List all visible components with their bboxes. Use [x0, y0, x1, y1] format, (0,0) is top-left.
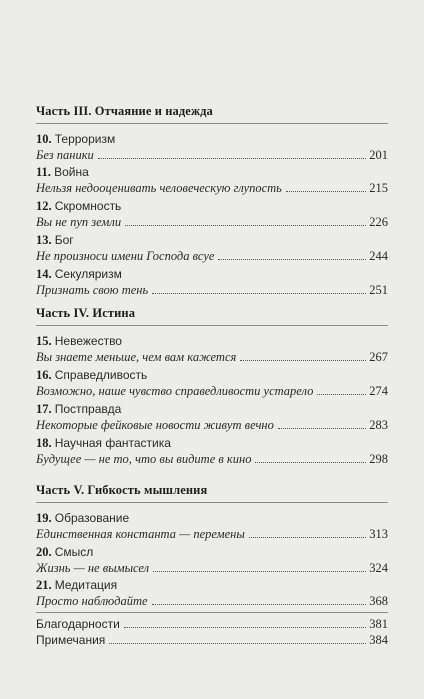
chapter-number: 16.: [36, 368, 52, 382]
chapter-number: 19.: [36, 511, 52, 525]
page-number: 274: [369, 384, 388, 398]
dot-leader: [124, 627, 366, 628]
chapter-title: Медитация: [54, 578, 118, 592]
chapter-title: Война: [54, 165, 89, 179]
dot-leader: [286, 191, 366, 192]
chapter-subtitle: Вы знаете меньше, чем вам кажется: [36, 350, 237, 364]
toc-entry[interactable]: [36, 131, 388, 163]
chapter-title: Невежество: [54, 334, 122, 348]
part-divider: [36, 325, 388, 326]
dot-leader: [240, 360, 366, 361]
toc-entry[interactable]: [36, 510, 388, 542]
page-number: 201: [369, 148, 388, 162]
chapter-title: Научная фантастика: [54, 436, 171, 450]
dot-leader: [278, 428, 366, 429]
toc-entry-notes[interactable]: [36, 633, 388, 648]
chapter-number: 10.: [36, 132, 52, 146]
part-heading: Часть V. Гибкость мышления: [36, 483, 208, 497]
back-matter-divider: [36, 612, 388, 613]
back-matter-title: Примечания: [36, 633, 106, 647]
dot-leader: [152, 293, 366, 294]
dot-leader: [249, 537, 366, 538]
part-heading: Часть III. Отчаяние и надежда: [36, 104, 213, 118]
dot-leader: [255, 462, 366, 463]
page-number: 251: [369, 283, 388, 297]
chapter-title: Секуляризм: [54, 267, 122, 281]
toc-entry[interactable]: [36, 198, 388, 230]
chapter-title: Образование: [54, 511, 130, 525]
page-number: 244: [369, 249, 388, 263]
page-number: 324: [369, 561, 388, 575]
chapter-subtitle: Не произноси имени Господа всуе: [36, 249, 215, 263]
chapter-subtitle: Просто наблюдайте: [36, 594, 148, 608]
chapter-number: 17.: [36, 402, 52, 416]
dot-leader: [125, 225, 366, 226]
toc-entry[interactable]: [36, 401, 388, 433]
toc-entry[interactable]: [36, 164, 388, 196]
page-number: 381: [369, 617, 388, 631]
toc-entry[interactable]: [36, 435, 388, 467]
chapter-number: 20.: [36, 545, 52, 559]
chapter-subtitle: Некоторые фейковые новости живут вечно: [36, 418, 274, 432]
chapter-title: Скромность: [54, 199, 122, 213]
page-number: 226: [369, 215, 388, 229]
toc-entry[interactable]: [36, 266, 388, 298]
part-divider: [36, 123, 388, 124]
page-number: 298: [369, 452, 388, 466]
dot-leader: [98, 158, 366, 159]
chapter-title: Терроризм: [54, 132, 116, 146]
part-heading: Часть IV. Истина: [36, 306, 136, 320]
back-matter-title: Благодарности: [36, 617, 120, 631]
page-number: 283: [369, 418, 388, 432]
toc-entry[interactable]: [36, 232, 388, 264]
dot-leader: [152, 604, 367, 605]
dot-leader: [218, 259, 366, 260]
chapter-title: Смысл: [54, 545, 94, 559]
page-number: 368: [369, 594, 388, 608]
part-divider: [36, 502, 388, 503]
chapter-subtitle: Вы не пуп земли: [36, 215, 122, 229]
chapter-number: 12.: [36, 199, 52, 213]
chapter-subtitle: Жизнь — не вымысел: [36, 561, 150, 575]
toc-entry-acknowledgements[interactable]: [36, 617, 388, 632]
page-number: 384: [369, 633, 388, 647]
toc-entry[interactable]: [36, 544, 388, 576]
chapter-subtitle: Признать свою тень: [36, 283, 149, 297]
chapter-number: 21.: [36, 578, 52, 592]
dot-leader: [317, 394, 366, 395]
chapter-number: 14.: [36, 267, 52, 281]
chapter-title: Справедливость: [54, 368, 148, 382]
toc-entry[interactable]: [36, 367, 388, 399]
dot-leader: [109, 643, 366, 644]
chapter-subtitle: Без паники: [36, 148, 94, 162]
chapter-title: Бог: [54, 233, 74, 247]
page-number: 313: [369, 527, 388, 541]
chapter-subtitle: Нельзя недооценивать человеческую глупость: [36, 181, 282, 195]
page-number: 267: [369, 350, 388, 364]
chapter-number: 15.: [36, 334, 52, 348]
chapter-title: Постправда: [54, 402, 122, 416]
toc-entry[interactable]: [36, 333, 388, 365]
toc-entry[interactable]: [36, 577, 388, 609]
chapter-number: 13.: [36, 233, 52, 247]
dot-leader: [153, 571, 366, 572]
chapter-subtitle: Единственная константа — перемены: [36, 527, 245, 541]
page-number: 215: [369, 181, 388, 195]
chapter-subtitle: Возможно, наше чувство справедливости устарело: [36, 384, 314, 398]
chapter-number: 11.: [36, 165, 51, 179]
chapter-subtitle: Будущее — не то, что вы видите в кино: [36, 452, 252, 466]
chapter-number: 18.: [36, 436, 52, 450]
